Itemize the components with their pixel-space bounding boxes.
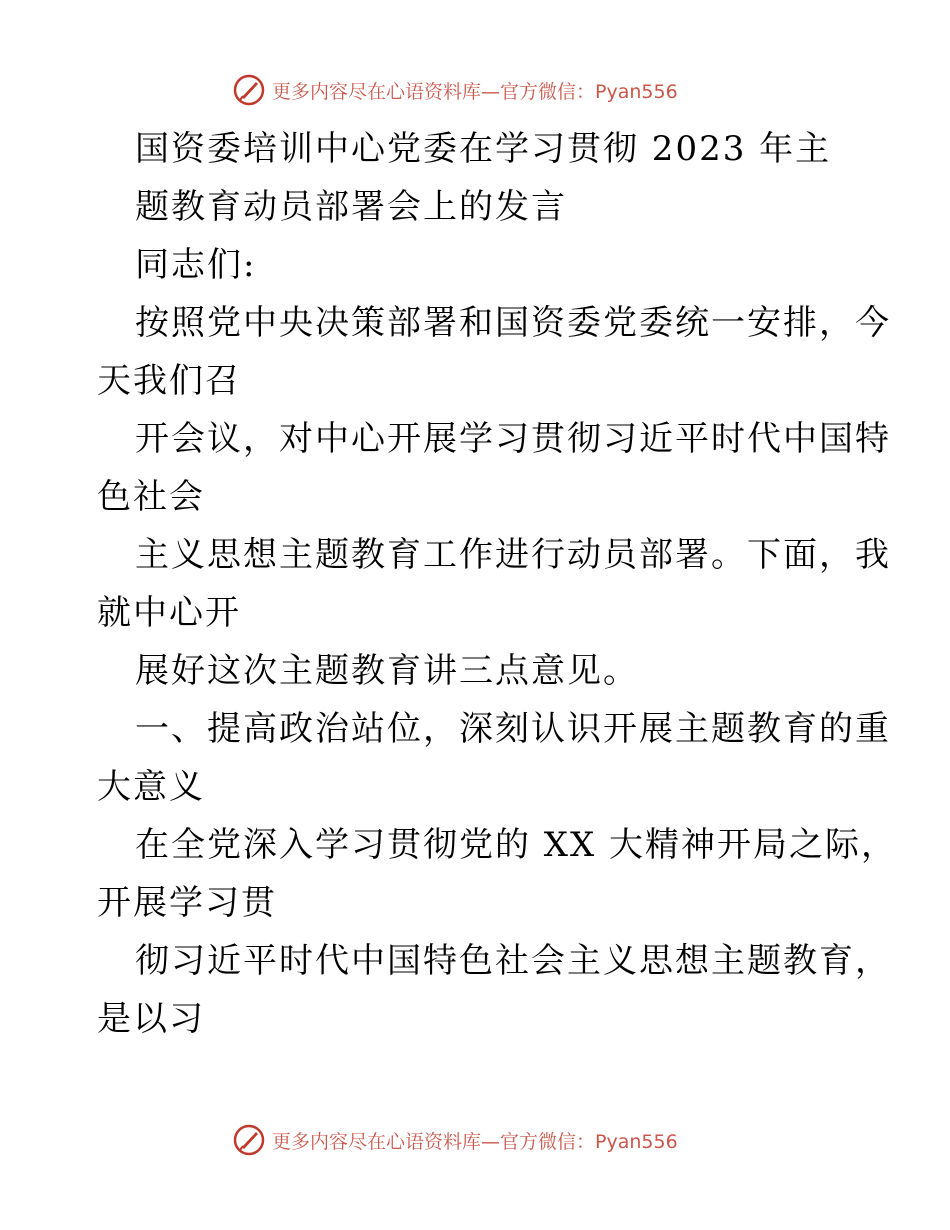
paragraph-line: 在全党深入学习贯彻党的 XX 大精神开局之际，: [135, 825, 898, 865]
footer-watermark: [232, 1120, 752, 1160]
salutation: 同志们:: [135, 245, 257, 285]
paragraph-line: 就中心开: [97, 593, 241, 633]
quill-pen-logo-icon: [232, 1123, 266, 1157]
section-heading-line: 大意义: [97, 767, 205, 807]
paragraph-line: 按照党中央决策部署和国资委党委统一安排，今: [135, 303, 891, 343]
document-body: [97, 120, 898, 1048]
watermark-text: 更多内容尽在心语资料库—官方微信：Pyan556: [272, 80, 678, 103]
paragraph-line: 色社会: [97, 477, 205, 517]
document-title-line-1: 国资委培训中心党委在学习贯彻 2023 年主: [135, 129, 832, 169]
paragraph-line: 天我们召: [97, 361, 241, 401]
watermark-text: 更多内容尽在心语资料库—官方微信：Pyan556: [272, 1130, 678, 1153]
document-title-line-2: 题教育动员部署会上的发言: [135, 187, 567, 227]
paragraph-line: 彻习近平时代中国特色社会主义思想主题教育，: [135, 941, 891, 981]
paragraph-line: 是以习: [97, 999, 205, 1039]
quill-pen-logo-icon: [232, 73, 266, 107]
header-watermark: [232, 70, 752, 110]
paragraph-line: 开会议，对中心开展学习贯彻习近平时代中国特: [135, 419, 891, 459]
paragraph-line: 主义思想主题教育工作进行动员部署。下面，我: [135, 535, 891, 575]
paragraph-line: 开展学习贯: [97, 883, 277, 923]
paragraph-line: 展好这次主题教育讲三点意见。: [135, 651, 639, 691]
section-heading-line: 一、提高政治站位，深刻认识开展主题教育的重: [135, 709, 891, 749]
